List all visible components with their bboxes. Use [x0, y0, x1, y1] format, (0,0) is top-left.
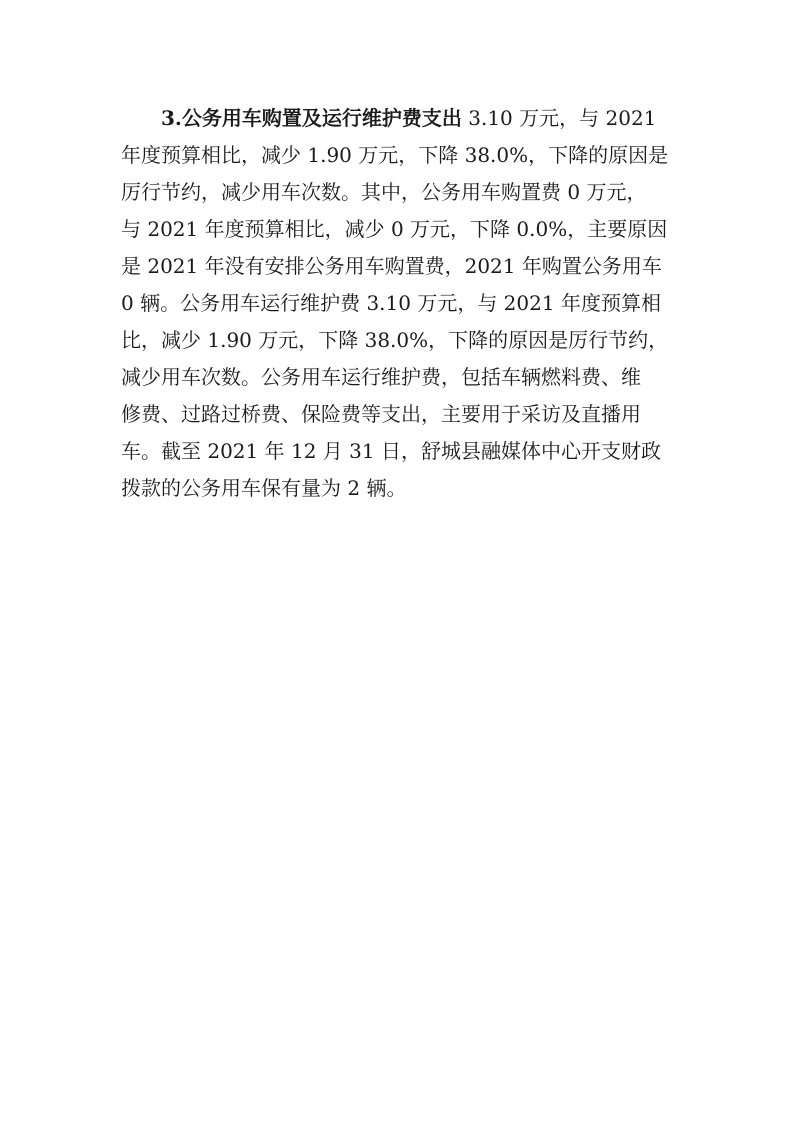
text-line: 年度预算相比，减少 1.90 万元，下降 38.0%，下降的原因是 — [121, 143, 669, 167]
text-line: 比，减少 1.90 万元，下降 38.0%，下降的原因是厉行节约， — [121, 328, 669, 352]
text-line: 修费、过路过桥费、保险费等支出，主要用于采访及直播用 — [121, 402, 641, 426]
text-line: 0 辆。公务用车运行维护费 3.10 万元，与 2021 年度预算相 — [121, 291, 661, 315]
text-line: 减少用车次数。公务用车运行维护费，包括车辆燃料费、维 — [121, 365, 641, 389]
text-line: 与 2021 年度预算相比，减少 0 万元，下降 0.0%，主要原因 — [121, 217, 668, 241]
text-line: 车。截至 2021 年 12 月 31 日，舒城县融媒体中心开支财政 — [121, 439, 661, 463]
paragraph-first-line — [121, 100, 673, 137]
text-line: 是 2021 年没有安排公务用车购置费，2021 年购置公务用车 — [121, 254, 662, 278]
document-body — [121, 100, 673, 507]
text-line: 拨款的公务用车保有量为 2 辆。 — [121, 476, 407, 500]
text-line: 3.10 万元，与 2021 — [461, 106, 657, 130]
section-heading: 3.公务用车购置及运行维护费支出 — [161, 106, 462, 130]
text-line: 厉行节约，减少用车次数。其中，公务用车购置费 0 万元， — [121, 180, 647, 204]
